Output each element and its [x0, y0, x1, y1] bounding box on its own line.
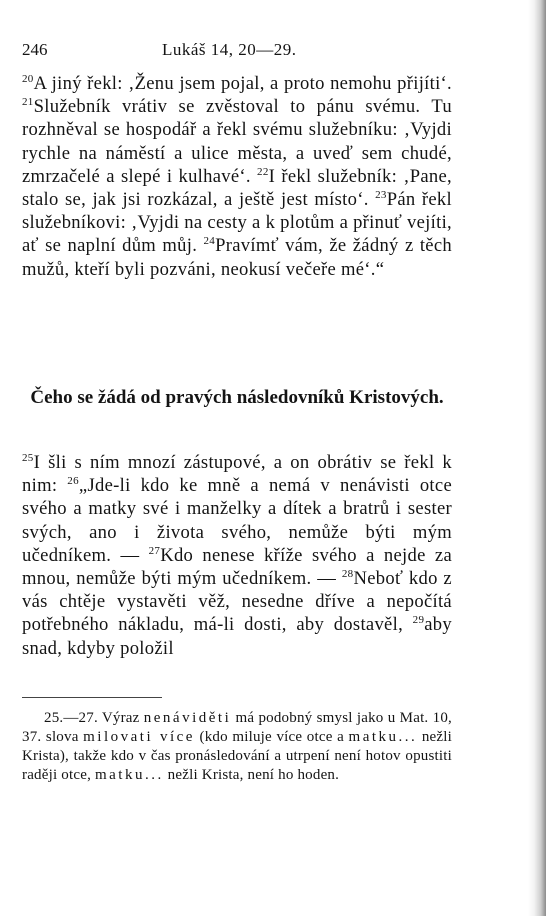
verse-number-22: 22: [257, 165, 269, 178]
footnote-text-c: nežli Krista), takže kdo v čas pronásledování a utrpení není hotov opustiti raději otce,: [22, 729, 453, 783]
footnote-divider: [22, 697, 162, 698]
verse-number-29: 29: [412, 614, 425, 627]
body-text-lower: [22, 451, 452, 660]
verse-number-20: 20: [22, 73, 34, 85]
verse-number-24: 24: [203, 235, 216, 248]
page-number: 246: [22, 40, 48, 59]
verse-number-25: 25: [22, 452, 34, 464]
body-text-upper: [22, 72, 452, 281]
footnote-text-a: má podobný smysl jako u Mat. 10, 37. slova: [22, 710, 452, 745]
verse-number-28: 28: [341, 568, 354, 581]
verse-number-26: 26: [67, 475, 79, 488]
verse-22-text: I řekl služebník: ‚Pane, stalo se, jak jsi rozkázal, a ještě jest místo‘.: [22, 165, 452, 211]
verse-21-text: Služebník vrátiv se zvěstoval to pánu svému. Tu rozhněval se hospodář a řekl svému služebníku: ‚Vyjdi rychle na náměstí a ulice města, a uveď sem chudé, zmrzačelé a slepé i kulhavé‘.: [22, 96, 452, 187]
paragraph-verses-25-29: [22, 451, 452, 660]
verse-26-text: „Jde-li kdo ke mně a nemá v nenávisti otce svého a matky své i manželky a dítek a bratrů i sester svých, ano i života svého, nemůže býti mým učedníkem. —: [22, 475, 452, 566]
footnote-spaced-word-3: matku...: [348, 729, 418, 745]
footnote-text: [22, 709, 452, 785]
verse-27-text: Kdo nenese kříže svého a nejde za mnou, nemůže býti mým učedníkem. —: [22, 544, 453, 590]
paragraph-verses-20-24: [22, 72, 452, 281]
verse-20-text: A jiný řekl: ‚Ženu jsem pojal, a proto nemohu přijíti‘.: [33, 73, 452, 94]
footnote-spaced-word-2: milovati více: [83, 729, 195, 745]
verse-number-21: 21: [22, 96, 34, 109]
footnote-spaced-word-4: matku...: [94, 767, 164, 783]
verse-23-text: Pán řekl služebníkovi: ‚Vyjdi na cesty a k plotům a přinuť vejíti, ať se naplní dům můj.: [22, 189, 452, 257]
page-edge-shadow: [528, 0, 546, 916]
footnote-spaced-word-1: nenáviděti: [143, 710, 232, 726]
verse-24-text: Pravímť vám, že žádný z těch mužů, kteří byli pozváni, neokusí večeře mé‘.“: [22, 235, 452, 280]
running-head: Lukáš 14, 20—29.: [162, 40, 297, 59]
footnote-text-b: (kdo miluje více otce a: [194, 729, 349, 745]
verse-29-text: aby snad, kdyby položil: [22, 614, 452, 659]
footnote-text-d: nežli Krista, není ho hoden.: [163, 767, 340, 783]
verse-25-text: I šli s ním mnozí zástupové, a on obrátiv se řekl k nim:: [22, 452, 452, 497]
section-heading: Čeho se žádá od pravých následovníků Kristových.: [30, 387, 444, 408]
footnote: [22, 709, 452, 785]
verse-number-27: 27: [148, 544, 161, 557]
verse-28-text: Neboť kdo z vás chtěje vystavěti věž, nesedne dříve a nepočítá potřebného nákladu, má-li dosti, aby dostavěl,: [22, 568, 452, 636]
verse-number-23: 23: [375, 189, 387, 202]
footnote-ref: 25.—27. Výraz: [44, 710, 144, 726]
page-header: [22, 40, 452, 64]
